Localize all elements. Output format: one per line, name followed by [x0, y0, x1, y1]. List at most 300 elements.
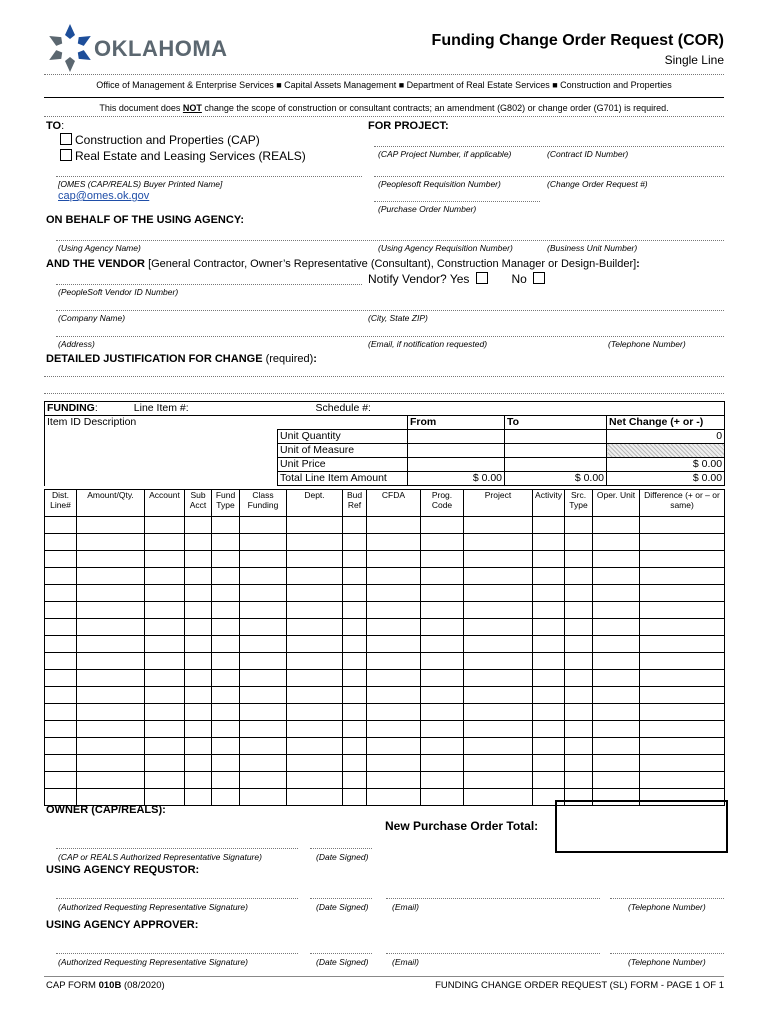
total-amount-to: $ 0.00 [505, 472, 607, 486]
grid-cell[interactable] [421, 585, 464, 602]
grid-cell[interactable] [640, 670, 725, 687]
grid-cell[interactable] [533, 568, 565, 585]
grid-cell[interactable] [533, 534, 565, 551]
grid-cell[interactable] [77, 602, 145, 619]
grid-cell[interactable] [343, 585, 367, 602]
grid-cell[interactable] [240, 534, 287, 551]
grid-col-header: Bud Ref [343, 490, 367, 517]
grid-cell[interactable] [212, 619, 240, 636]
grid-cell[interactable] [77, 619, 145, 636]
grid-cell[interactable] [593, 653, 640, 670]
grid-cell[interactable] [212, 738, 240, 755]
grid-cell[interactable] [367, 602, 421, 619]
grid-cell[interactable] [240, 789, 287, 806]
grid-cell[interactable] [464, 772, 533, 789]
notify-yes-checkbox[interactable] [476, 272, 488, 284]
grid-cell[interactable] [212, 721, 240, 738]
grid-cell[interactable] [145, 517, 185, 534]
grid-cell[interactable] [593, 585, 640, 602]
grid-cell[interactable] [343, 789, 367, 806]
grid-cell[interactable] [185, 772, 212, 789]
funding-summary-table: FUNDING: Line Item #: Schedule #: Item ID Description From To Net Change (+ or -) Unit Quantity 0 Unit of Measure Unit Price $ 0.00 Total Line Item Amount $ 0.00 $ 0.00 $ 0.00 [44, 401, 725, 486]
grid-cell[interactable] [533, 636, 565, 653]
grid-cell[interactable] [240, 721, 287, 738]
grid-cell[interactable] [343, 704, 367, 721]
grid-cell[interactable] [145, 789, 185, 806]
grid-cell[interactable] [45, 738, 77, 755]
grid-cell[interactable] [212, 653, 240, 670]
grid-cell[interactable] [464, 738, 533, 755]
cap-checkbox[interactable] [60, 133, 72, 145]
grid-cell[interactable] [145, 534, 185, 551]
grid-cell[interactable] [367, 789, 421, 806]
grid-cell[interactable] [421, 772, 464, 789]
grid-cell[interactable] [565, 585, 593, 602]
grid-cell[interactable] [533, 602, 565, 619]
grid-cell[interactable] [287, 602, 343, 619]
grid-cell[interactable] [533, 738, 565, 755]
grid-cell[interactable] [212, 568, 240, 585]
grid-cell[interactable] [367, 551, 421, 568]
owner-date-caption: (Date Signed) [316, 852, 369, 862]
grid-cell[interactable] [533, 517, 565, 534]
distribution-grid [44, 489, 725, 806]
grid-cell[interactable] [421, 551, 464, 568]
grid-cell[interactable] [185, 568, 212, 585]
grid-cell[interactable] [640, 636, 725, 653]
grid-cell[interactable] [640, 738, 725, 755]
grid-cell[interactable] [464, 670, 533, 687]
grid-cell[interactable] [565, 602, 593, 619]
grid-cell[interactable] [343, 772, 367, 789]
grid-cell[interactable] [533, 551, 565, 568]
grid-cell[interactable] [287, 585, 343, 602]
grid-cell[interactable] [533, 721, 565, 738]
grid-cell[interactable] [464, 687, 533, 704]
grid-cell[interactable] [343, 738, 367, 755]
grid-cell[interactable] [565, 687, 593, 704]
grid-cell[interactable] [533, 670, 565, 687]
grid-cell[interactable] [287, 755, 343, 772]
line-item-label: Line Item #: [133, 402, 189, 414]
grid-col-header: Src. Type [565, 490, 593, 517]
grid-cell[interactable] [45, 789, 77, 806]
grid-cell[interactable] [212, 534, 240, 551]
grid-cell[interactable] [565, 653, 593, 670]
grid-cell[interactable] [421, 687, 464, 704]
grid-cell[interactable] [464, 585, 533, 602]
grid-cell[interactable] [145, 653, 185, 670]
grid-cell[interactable] [593, 568, 640, 585]
grid-cell[interactable] [77, 585, 145, 602]
grid-cell[interactable] [565, 704, 593, 721]
grid-cell[interactable] [367, 772, 421, 789]
grid-cell[interactable] [185, 534, 212, 551]
grid-cell[interactable] [77, 738, 145, 755]
grid-row [45, 602, 725, 619]
grid-cell[interactable] [287, 551, 343, 568]
grid-cell[interactable] [421, 534, 464, 551]
grid-cell[interactable] [640, 687, 725, 704]
grid-cell[interactable] [77, 551, 145, 568]
grid-cell[interactable] [640, 602, 725, 619]
approver-date-caption: (Date Signed) [316, 957, 369, 967]
grid-cell[interactable] [464, 755, 533, 772]
grid-cell[interactable] [287, 670, 343, 687]
grid-cell[interactable] [287, 653, 343, 670]
grid-cell[interactable] [45, 585, 77, 602]
grid-cell[interactable] [593, 772, 640, 789]
grid-cell[interactable] [367, 568, 421, 585]
grid-cell[interactable] [593, 636, 640, 653]
grid-cell[interactable] [145, 568, 185, 585]
grid-cell[interactable] [421, 704, 464, 721]
grid-cell[interactable] [343, 653, 367, 670]
grid-cell[interactable] [464, 721, 533, 738]
grid-cell[interactable] [565, 551, 593, 568]
grid-cell[interactable] [45, 551, 77, 568]
net-change-header: Net Change (+ or -) [607, 416, 725, 430]
grid-cell[interactable] [45, 568, 77, 585]
grid-cell[interactable] [593, 721, 640, 738]
unit-quantity-from[interactable] [408, 430, 505, 444]
grid-cell[interactable] [240, 687, 287, 704]
grid-cell[interactable] [533, 585, 565, 602]
using-agency-label: ON BEHALF OF THE USING AGENCY: [46, 214, 244, 226]
grid-cell[interactable] [464, 602, 533, 619]
grid-cell[interactable] [343, 568, 367, 585]
grid-cell[interactable] [464, 704, 533, 721]
grid-cell[interactable] [343, 517, 367, 534]
grid-cell[interactable] [367, 738, 421, 755]
grid-cell[interactable] [565, 568, 593, 585]
grid-cell[interactable] [240, 636, 287, 653]
grid-cell[interactable] [240, 738, 287, 755]
grid-cell[interactable] [45, 517, 77, 534]
notify-no-checkbox[interactable] [533, 272, 545, 284]
to-label: TO: [46, 120, 65, 132]
grid-cell[interactable] [533, 704, 565, 721]
grid-cell[interactable] [45, 704, 77, 721]
grid-cell[interactable] [593, 534, 640, 551]
grid-cell[interactable] [593, 602, 640, 619]
grid-cell[interactable] [640, 772, 725, 789]
grid-cell[interactable] [45, 602, 77, 619]
grid-cell[interactable] [77, 653, 145, 670]
grid-cell[interactable] [240, 602, 287, 619]
grid-cell[interactable] [185, 619, 212, 636]
grid-cell[interactable] [593, 517, 640, 534]
grid-cell[interactable] [421, 517, 464, 534]
grid-cell[interactable] [533, 755, 565, 772]
option-reals[interactable]: Real Estate and Leasing Services (REALS) [60, 149, 306, 163]
grid-cell[interactable] [185, 721, 212, 738]
grid-cell[interactable] [77, 704, 145, 721]
grid-cell[interactable] [464, 568, 533, 585]
grid-cell[interactable] [287, 687, 343, 704]
grid-cell[interactable] [565, 721, 593, 738]
grid-cell[interactable] [145, 704, 185, 721]
unit-price-from[interactable] [408, 458, 505, 472]
grid-cell[interactable] [464, 534, 533, 551]
grid-cell[interactable] [287, 704, 343, 721]
grid-cell[interactable] [343, 636, 367, 653]
grid-cell[interactable] [212, 636, 240, 653]
grid-cell[interactable] [145, 755, 185, 772]
grid-cell[interactable] [185, 738, 212, 755]
grid-cell[interactable] [421, 602, 464, 619]
grid-cell[interactable] [640, 704, 725, 721]
item-desc-label: Item ID Description [45, 416, 408, 430]
grid-cell[interactable] [565, 772, 593, 789]
buyer-name-caption: [OMES (CAP/REALS) Buyer Printed Name] [58, 179, 223, 189]
grid-cell[interactable] [421, 653, 464, 670]
grid-cell[interactable] [212, 789, 240, 806]
grid-cell[interactable] [367, 687, 421, 704]
grid-cell[interactable] [145, 585, 185, 602]
po-total-label: New Purchase Order Total: [385, 819, 539, 833]
grid-cell[interactable] [367, 755, 421, 772]
cap-email-link[interactable]: cap@omes.ok.gov [58, 190, 150, 202]
grid-cell[interactable] [343, 551, 367, 568]
grid-cell[interactable] [77, 568, 145, 585]
grid-col-header: Project [464, 490, 533, 517]
vendor-id-caption: (PeopleSoft Vendor ID Number) [58, 287, 179, 297]
grid-cell[interactable] [287, 772, 343, 789]
grid-cell[interactable] [464, 619, 533, 636]
grid-cell[interactable] [565, 738, 593, 755]
requestor-date-caption: (Date Signed) [316, 902, 369, 912]
grid-cell[interactable] [287, 738, 343, 755]
grid-cell[interactable] [533, 619, 565, 636]
grid-cell[interactable] [593, 704, 640, 721]
grid-col-header: Fund Type [212, 490, 240, 517]
grid-cell[interactable] [240, 772, 287, 789]
grid-cell[interactable] [185, 755, 212, 772]
grid-cell[interactable] [593, 738, 640, 755]
total-amount-label: Total Line Item Amount [278, 472, 408, 486]
grid-cell[interactable] [185, 585, 212, 602]
grid-cell[interactable] [421, 568, 464, 585]
grid-cell[interactable] [212, 602, 240, 619]
option-cap[interactable]: Construction and Properties (CAP) [60, 133, 260, 147]
grid-cell[interactable] [212, 755, 240, 772]
grid-cell[interactable] [367, 704, 421, 721]
grid-cell[interactable] [145, 551, 185, 568]
grid-cell[interactable] [240, 704, 287, 721]
grid-cell[interactable] [343, 721, 367, 738]
vendor-email-caption: (Email, if notification requested) [368, 339, 488, 349]
grid-cell[interactable] [45, 653, 77, 670]
grid-cell[interactable] [145, 738, 185, 755]
grid-cell[interactable] [212, 517, 240, 534]
grid-row [45, 755, 725, 772]
grid-cell[interactable] [367, 636, 421, 653]
grid-cell[interactable] [45, 534, 77, 551]
grid-cell[interactable] [421, 670, 464, 687]
grid-cell[interactable] [77, 789, 145, 806]
grid-cell[interactable] [367, 619, 421, 636]
grid-cell[interactable] [185, 551, 212, 568]
grid-cell[interactable] [640, 619, 725, 636]
grid-cell[interactable] [343, 534, 367, 551]
grid-cell[interactable] [212, 704, 240, 721]
grid-cell[interactable] [367, 534, 421, 551]
grid-cell[interactable] [367, 653, 421, 670]
grid-cell[interactable] [343, 619, 367, 636]
grid-cell[interactable] [640, 568, 725, 585]
grid-cell[interactable] [287, 568, 343, 585]
grid-cell[interactable] [45, 670, 77, 687]
grid-cell[interactable] [145, 636, 185, 653]
grid-cell[interactable] [145, 772, 185, 789]
grid-cell[interactable] [421, 619, 464, 636]
grid-cell[interactable] [421, 738, 464, 755]
vendor-phone-caption: (Telephone Number) [608, 339, 686, 349]
grid-cell[interactable] [464, 551, 533, 568]
grid-col-header: Activity [533, 490, 565, 517]
grid-cell[interactable] [533, 687, 565, 704]
grid-cell[interactable] [185, 687, 212, 704]
grid-cell[interactable] [367, 670, 421, 687]
grid-cell[interactable] [240, 517, 287, 534]
grid-cell[interactable] [77, 670, 145, 687]
unit-measure-from[interactable] [408, 444, 505, 458]
to-header: To [505, 416, 607, 430]
grid-cell[interactable] [464, 636, 533, 653]
grid-cell[interactable] [565, 670, 593, 687]
grid-cell[interactable] [421, 636, 464, 653]
grid-cell[interactable] [367, 721, 421, 738]
grid-cell[interactable] [45, 636, 77, 653]
grid-cell[interactable] [45, 772, 77, 789]
grid-cell[interactable] [185, 704, 212, 721]
grid-cell[interactable] [343, 755, 367, 772]
grid-cell[interactable] [185, 517, 212, 534]
grid-cell[interactable] [240, 585, 287, 602]
grid-cell[interactable] [287, 619, 343, 636]
grid-row [45, 670, 725, 687]
grid-cell[interactable] [464, 517, 533, 534]
grid-cell[interactable] [533, 653, 565, 670]
grid-cell[interactable] [77, 636, 145, 653]
grid-cell[interactable] [640, 517, 725, 534]
grid-cell[interactable] [640, 721, 725, 738]
grid-cell[interactable] [45, 721, 77, 738]
grid-cell[interactable] [185, 653, 212, 670]
grid-cell[interactable] [77, 755, 145, 772]
unit-measure-to[interactable] [505, 444, 607, 458]
grid-cell[interactable] [565, 517, 593, 534]
grid-cell[interactable] [45, 755, 77, 772]
grid-cell[interactable] [343, 602, 367, 619]
grid-cell[interactable] [640, 755, 725, 772]
grid-cell[interactable] [593, 551, 640, 568]
grid-cell[interactable] [287, 721, 343, 738]
grid-cell[interactable] [287, 636, 343, 653]
approver-phone-caption: (Telephone Number) [628, 957, 706, 967]
grid-cell[interactable] [367, 585, 421, 602]
grid-cell[interactable] [640, 585, 725, 602]
grid-cell[interactable] [565, 534, 593, 551]
grid-cell[interactable] [421, 721, 464, 738]
grid-cell[interactable] [343, 687, 367, 704]
grid-cell[interactable] [240, 619, 287, 636]
grid-cell[interactable] [421, 755, 464, 772]
grid-cell[interactable] [185, 789, 212, 806]
grid-cell[interactable] [287, 517, 343, 534]
grid-cell[interactable] [593, 670, 640, 687]
grid-cell[interactable] [145, 619, 185, 636]
grid-cell[interactable] [77, 517, 145, 534]
unit-quantity-to[interactable] [505, 430, 607, 444]
grid-cell[interactable] [45, 619, 77, 636]
grid-cell[interactable] [212, 687, 240, 704]
grid-row [45, 704, 725, 721]
grid-cell[interactable] [212, 585, 240, 602]
grid-cell[interactable] [565, 619, 593, 636]
unit-price-to[interactable] [505, 458, 607, 472]
grid-cell[interactable] [240, 653, 287, 670]
grid-row [45, 585, 725, 602]
grid-cell[interactable] [77, 772, 145, 789]
grid-cell[interactable] [145, 670, 185, 687]
requestor-label: USING AGENCY REQUSTOR: [46, 864, 200, 876]
grid-cell[interactable] [185, 636, 212, 653]
grid-cell[interactable] [240, 755, 287, 772]
grid-cell[interactable] [185, 670, 212, 687]
grid-cell[interactable] [240, 568, 287, 585]
grid-cell[interactable] [77, 687, 145, 704]
grid-cell[interactable] [593, 755, 640, 772]
grid-cell[interactable] [45, 687, 77, 704]
grid-cell[interactable] [593, 687, 640, 704]
grid-cell[interactable] [421, 789, 464, 806]
grid-cell[interactable] [565, 636, 593, 653]
total-amount-net: $ 0.00 [607, 472, 725, 486]
grid-cell[interactable] [240, 551, 287, 568]
grid-cell[interactable] [640, 653, 725, 670]
grid-cell[interactable] [212, 670, 240, 687]
grid-cell[interactable] [565, 755, 593, 772]
grid-cell[interactable] [145, 721, 185, 738]
grid-cell[interactable] [367, 517, 421, 534]
grid-cell[interactable] [185, 602, 212, 619]
grid-cell[interactable] [287, 534, 343, 551]
grid-cell[interactable] [77, 534, 145, 551]
grid-cell[interactable] [212, 772, 240, 789]
grid-row [45, 517, 725, 534]
grid-cell[interactable] [145, 602, 185, 619]
grid-cell[interactable] [145, 687, 185, 704]
grid-cell[interactable] [464, 789, 533, 806]
grid-cell[interactable] [240, 670, 287, 687]
grid-cell[interactable] [533, 772, 565, 789]
unit-measure-label: Unit of Measure [278, 444, 408, 458]
grid-cell[interactable] [287, 789, 343, 806]
grid-cell[interactable] [640, 551, 725, 568]
approver-sig-caption: (Authorized Requesting Representative Signature) [58, 957, 248, 967]
po-total-box[interactable] [555, 800, 728, 853]
grid-cell[interactable] [77, 721, 145, 738]
grid-cell[interactable] [212, 551, 240, 568]
grid-cell[interactable] [640, 534, 725, 551]
grid-cell[interactable] [593, 619, 640, 636]
grid-cell[interactable] [343, 670, 367, 687]
reals-checkbox[interactable] [60, 149, 72, 161]
city-state-caption: (City, State ZIP) [368, 313, 428, 323]
grid-cell[interactable] [464, 653, 533, 670]
